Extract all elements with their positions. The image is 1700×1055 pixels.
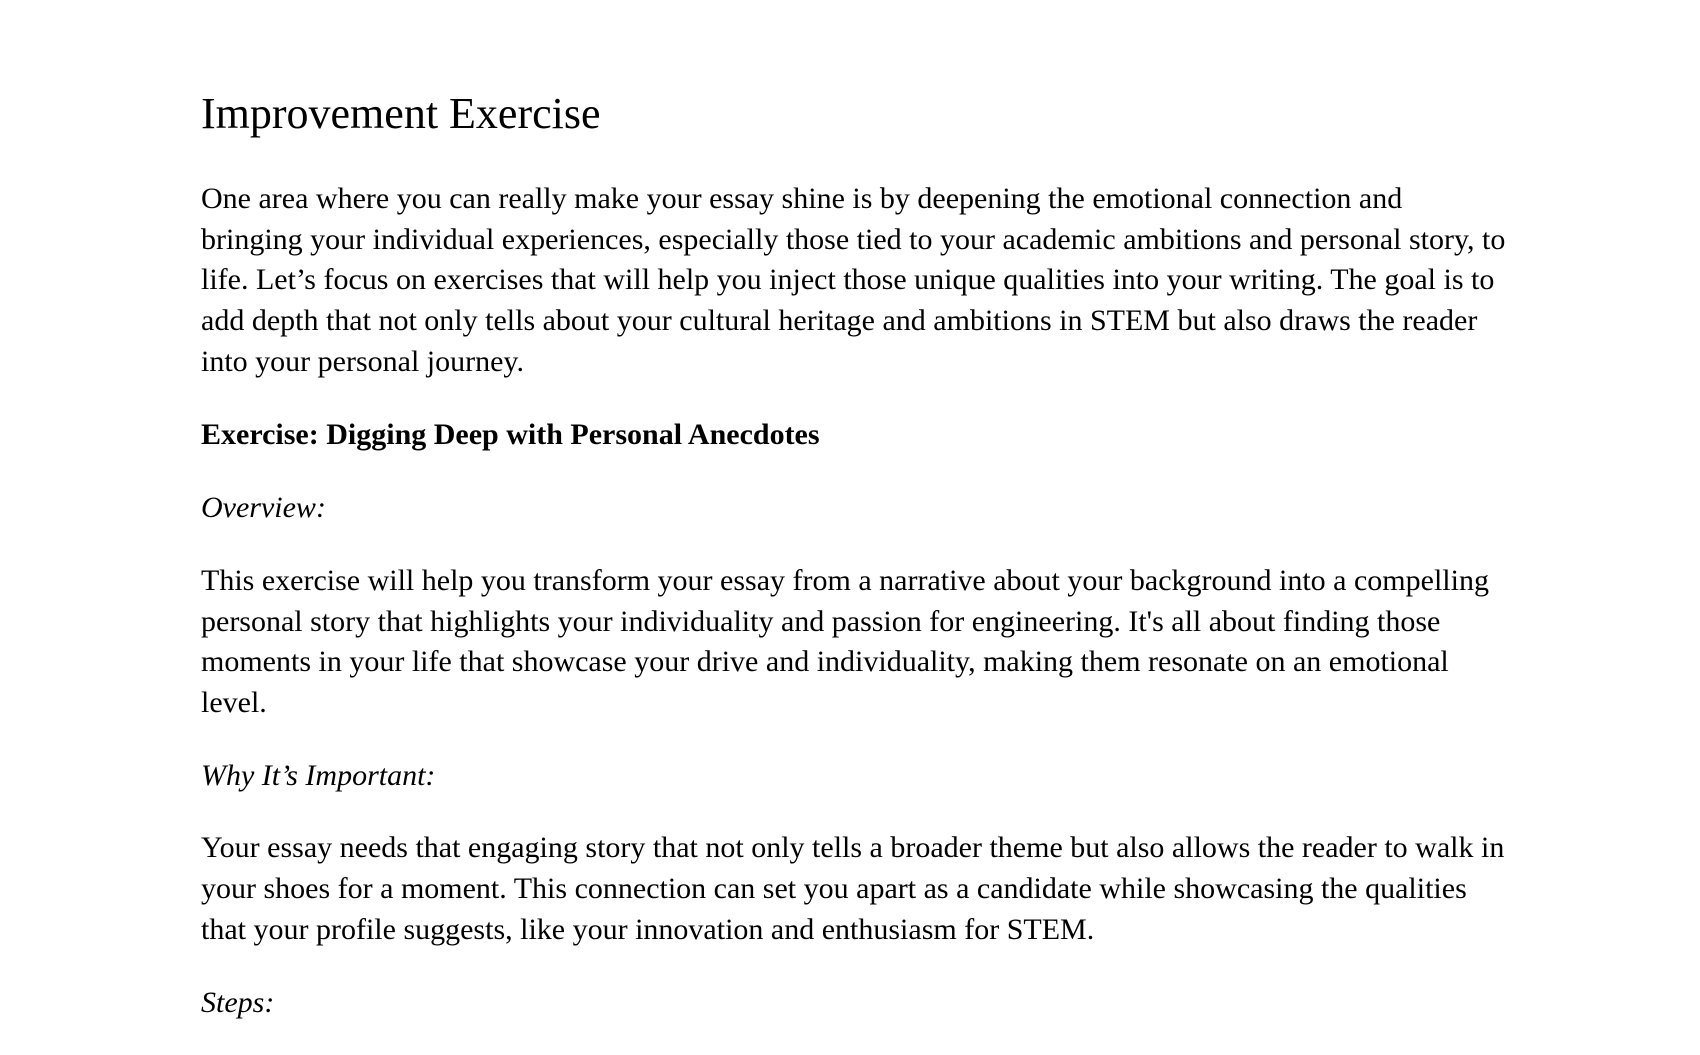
intro-paragraph: One area where you can really make your essay shine is by deepening the emotional connection and bringing your individual experiences, especially those tied to your academic ambitions and personal story, to life. Let’s focus on exercises that will help you inject those unique qualities into your writing. The goal is to add depth that not only tells about your cultural heritage and ambitions in STEM but also draws the reader into your personal journey. (201, 182, 1506, 378)
document-body (201, 86, 1511, 1055)
steps-label: Steps: (201, 985, 275, 1019)
overview-label: Overview: (201, 491, 326, 525)
page-title: Improvement Exercise (201, 89, 601, 138)
importance-paragraph: Your essay needs that engaging story that not only tells a broader theme but also allows the reader to walk in your shoes for a moment. This connection can set you apart as a candidate while showcasing the qualities that your profile suggests, like your innovation and enthusiasm for STEM. (201, 831, 1505, 946)
importance-label: Why It’s Important: (201, 758, 436, 792)
overview-paragraph: This exercise will help you transform your essay from a narrative about your background into a compelling personal story that highlights your individuality and passion for engineering. It's all about finding those moments in your life that showcase your drive and individuality, making them resonate on an emotional level. (201, 563, 1489, 720)
exercise-heading: Exercise: Digging Deep with Personal Anecdotes (201, 417, 820, 451)
